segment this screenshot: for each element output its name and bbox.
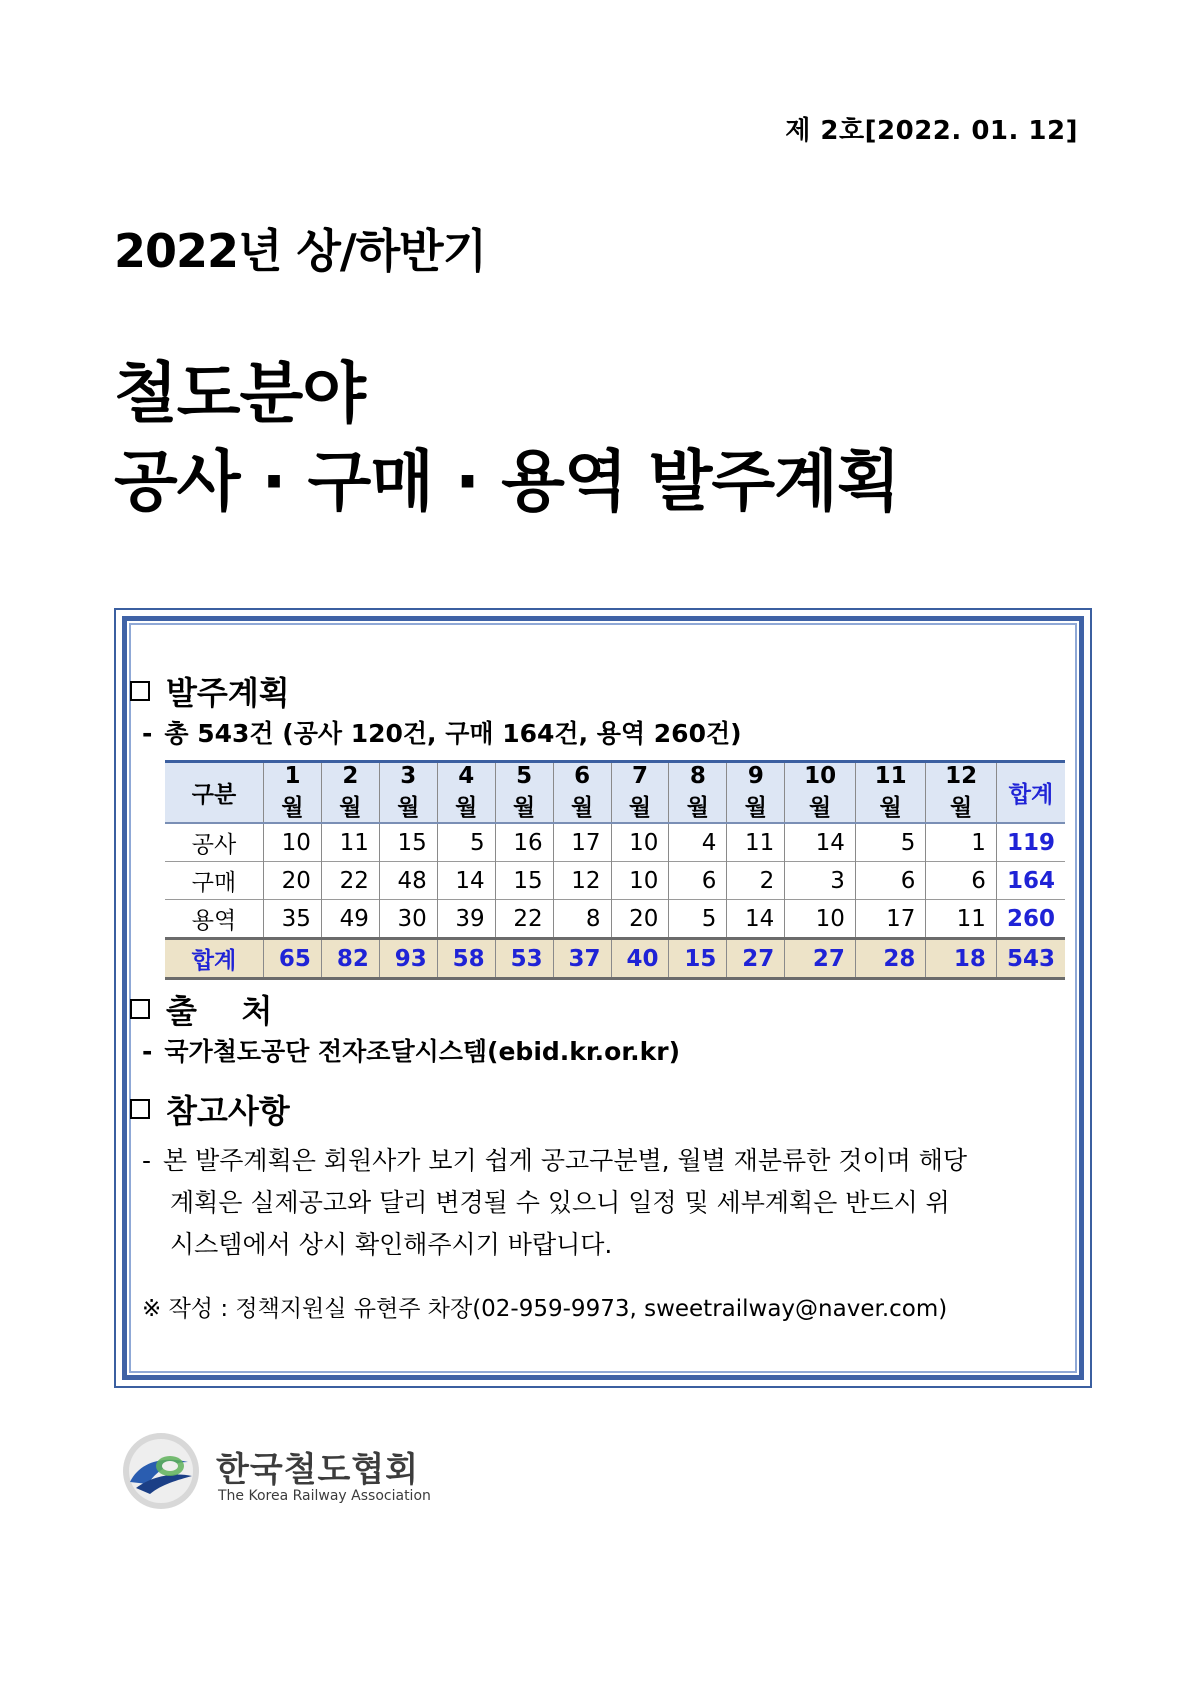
col-header: 10월 [785,762,856,824]
row-label: 공사 [191,832,237,858]
table-cell: 15 [379,823,437,862]
table-cell: 17 [855,900,926,939]
col-header: 3월 [379,762,437,824]
table-cell: 10 [611,823,669,862]
row-label: 용역 [191,908,237,934]
month-total: 53 [495,939,553,979]
square-bullet-icon [130,681,150,701]
grand-total: 543 [996,939,1065,979]
table-cell: 5 [855,823,926,862]
table-cell: 11 [727,823,785,862]
month-total: 18 [926,939,997,979]
row-total: 119 [996,823,1065,862]
col-header: 6월 [553,762,611,824]
col-header-total: 합계 [996,762,1065,824]
table-cell: 6 [926,862,997,900]
col-header: 12월 [926,762,997,824]
row-total: 260 [996,900,1065,939]
table-cell: 20 [264,862,322,900]
month-total: 37 [553,939,611,979]
table-cell: 12 [553,862,611,900]
table-cell: 6 [855,862,926,900]
table-cell: 4 [669,823,727,862]
source-text: 국가철도공단 전자조달시스템(ebid.kr.or.kr) [164,1037,680,1066]
table-cell: 8 [553,900,611,939]
table-cell: 48 [379,862,437,900]
table-cell: 22 [321,862,379,900]
col-header: 7월 [611,762,669,824]
title-line-2: 공사 · 구매 · 용역 발주계획 [114,443,900,520]
month-total: 40 [611,939,669,979]
table-cell: 30 [379,900,437,939]
page-title [114,350,900,526]
table-cell: 5 [669,900,727,939]
col-header: 2월 [321,762,379,824]
col-header: 4월 [437,762,495,824]
logo-name-en: The Korea Railway Association [218,1488,431,1504]
note-text-1: 본 발주계획은 회원사가 보기 쉽게 공고구분별, 월별 재분류한 것이며 해당 [163,1146,968,1175]
table-cell: 17 [553,823,611,862]
table-cell: 10 [611,862,669,900]
section-notes-title: 참고사항 [166,1092,290,1130]
table-cell: 2 [727,862,785,900]
table-cell: 39 [437,900,495,939]
logo-name-kr: 한국철도협회 [216,1450,420,1490]
table-cell: 11 [926,900,997,939]
table-cell: 20 [611,900,669,939]
table-cell: 14 [727,900,785,939]
table-row [165,900,1065,939]
month-total: 28 [855,939,926,979]
table-cell: 10 [264,823,322,862]
note-line-2: 계획은 실제공고와 달리 변경될 수 있으니 일정 및 세부계획은 반드시 위 [170,1188,950,1217]
table-row [165,862,1065,900]
table-header-row [165,762,1065,824]
month-total: 27 [727,939,785,979]
table-cell: 11 [321,823,379,862]
dash-bullet: - [142,1037,153,1066]
plan-summary-text: 총 543건 (공사 120건, 구매 164건, 용역 260건) [164,719,742,748]
table-row [165,823,1065,862]
order-plan-table [165,760,1065,980]
col-header: 5월 [495,762,553,824]
table-cell: 6 [669,862,727,900]
table-cell: 35 [264,900,322,939]
table-total-row [165,939,1065,979]
notes-paragraph [142,1140,1077,1266]
section-notes-heading [130,1086,290,1132]
table-cell: 22 [495,900,553,939]
row-label: 구매 [191,870,237,896]
row-total: 164 [996,862,1065,900]
square-bullet-icon [130,999,150,1019]
dash-bullet: - [142,1146,152,1175]
dash-bullet: - [142,719,153,748]
note-line-3: 시스템에서 상시 확인해주시기 바랍니다. [170,1230,613,1259]
table-cell: 3 [785,862,856,900]
month-total: 58 [437,939,495,979]
col-header: 8월 [669,762,727,824]
issue-number: 제 2호[2022. 01. 12] [785,116,1078,146]
table-cell: 5 [437,823,495,862]
col-header: 9월 [727,762,785,824]
table-cell: 16 [495,823,553,862]
month-total: 15 [669,939,727,979]
col-header: 1월 [264,762,322,824]
square-bullet-icon [130,1099,150,1119]
table-cell: 14 [437,862,495,900]
author-note: ※ 작성 : 정책지원실 유현주 차장(02-959-9973, sweetrailway@naver.com) [142,1296,948,1322]
title-line-1: 철도분야 [114,355,366,432]
month-total: 82 [321,939,379,979]
table-cell: 10 [785,900,856,939]
table-cell: 15 [495,862,553,900]
note-line-1 [142,1146,967,1175]
table-cell: 14 [785,823,856,862]
section-source-title: 출 처 [166,992,273,1030]
col-header: 11월 [855,762,926,824]
col-header: 구분 [191,782,237,808]
korea-railway-association-logo-icon [122,1432,200,1510]
period-heading: 2022년 상/하반기 [114,224,487,278]
month-total: 27 [785,939,856,979]
plan-summary [142,714,742,750]
source-line [142,1032,680,1068]
section-plan-title: 발주계획 [166,674,290,712]
total-label: 합계 [191,948,237,974]
table-cell: 1 [926,823,997,862]
section-plan-heading [130,668,290,714]
section-source-heading [130,986,272,1032]
table-cell: 49 [321,900,379,939]
month-total: 93 [379,939,437,979]
month-total: 65 [264,939,322,979]
